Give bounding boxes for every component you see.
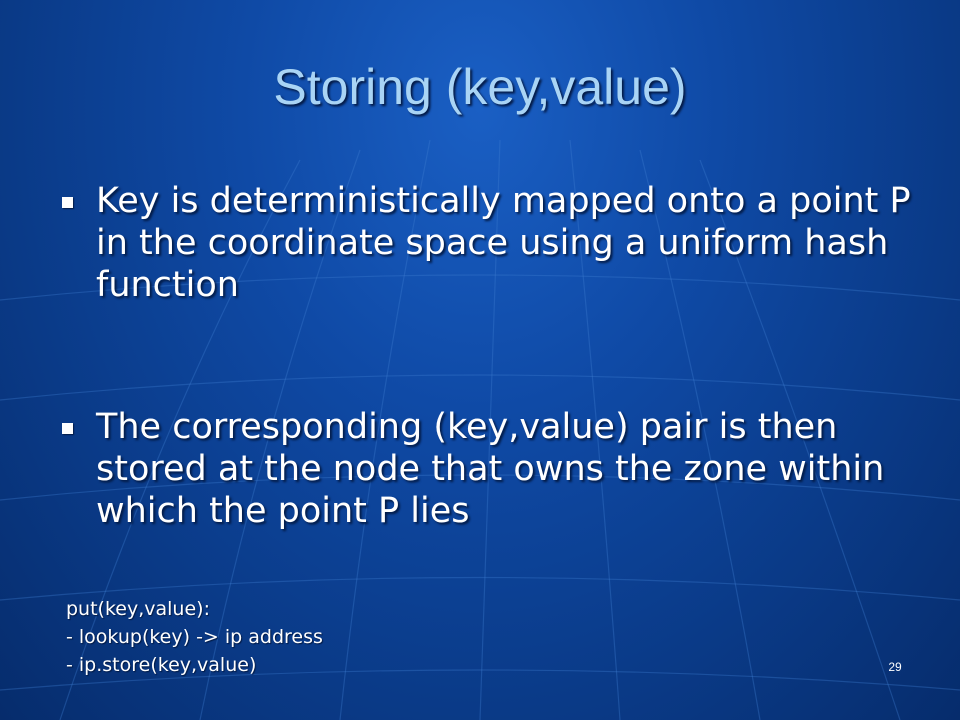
bullet-list: [58, 180, 918, 532]
slide-title: Storing (key,value): [273, 59, 687, 115]
page-number: 29: [888, 660, 902, 674]
square-bullet-icon: [62, 423, 73, 434]
bullet-text: Key is deterministically mapped onto a point P in the coordinate space using a uniform hash function: [96, 181, 911, 305]
pseudocode-block: [66, 595, 323, 679]
code-line: - lookup(key) -> ip address: [66, 626, 323, 648]
bullet-item: [58, 406, 918, 532]
code-line: put(key,value):: [66, 598, 210, 620]
square-bullet-icon: [62, 197, 73, 208]
bullet-item: [58, 180, 918, 306]
bullet-text: The corresponding (key,value) pair is then stored at the node that owns the zone within which the point P lies: [96, 407, 885, 531]
code-line: - ip.store(key,value): [66, 654, 257, 676]
